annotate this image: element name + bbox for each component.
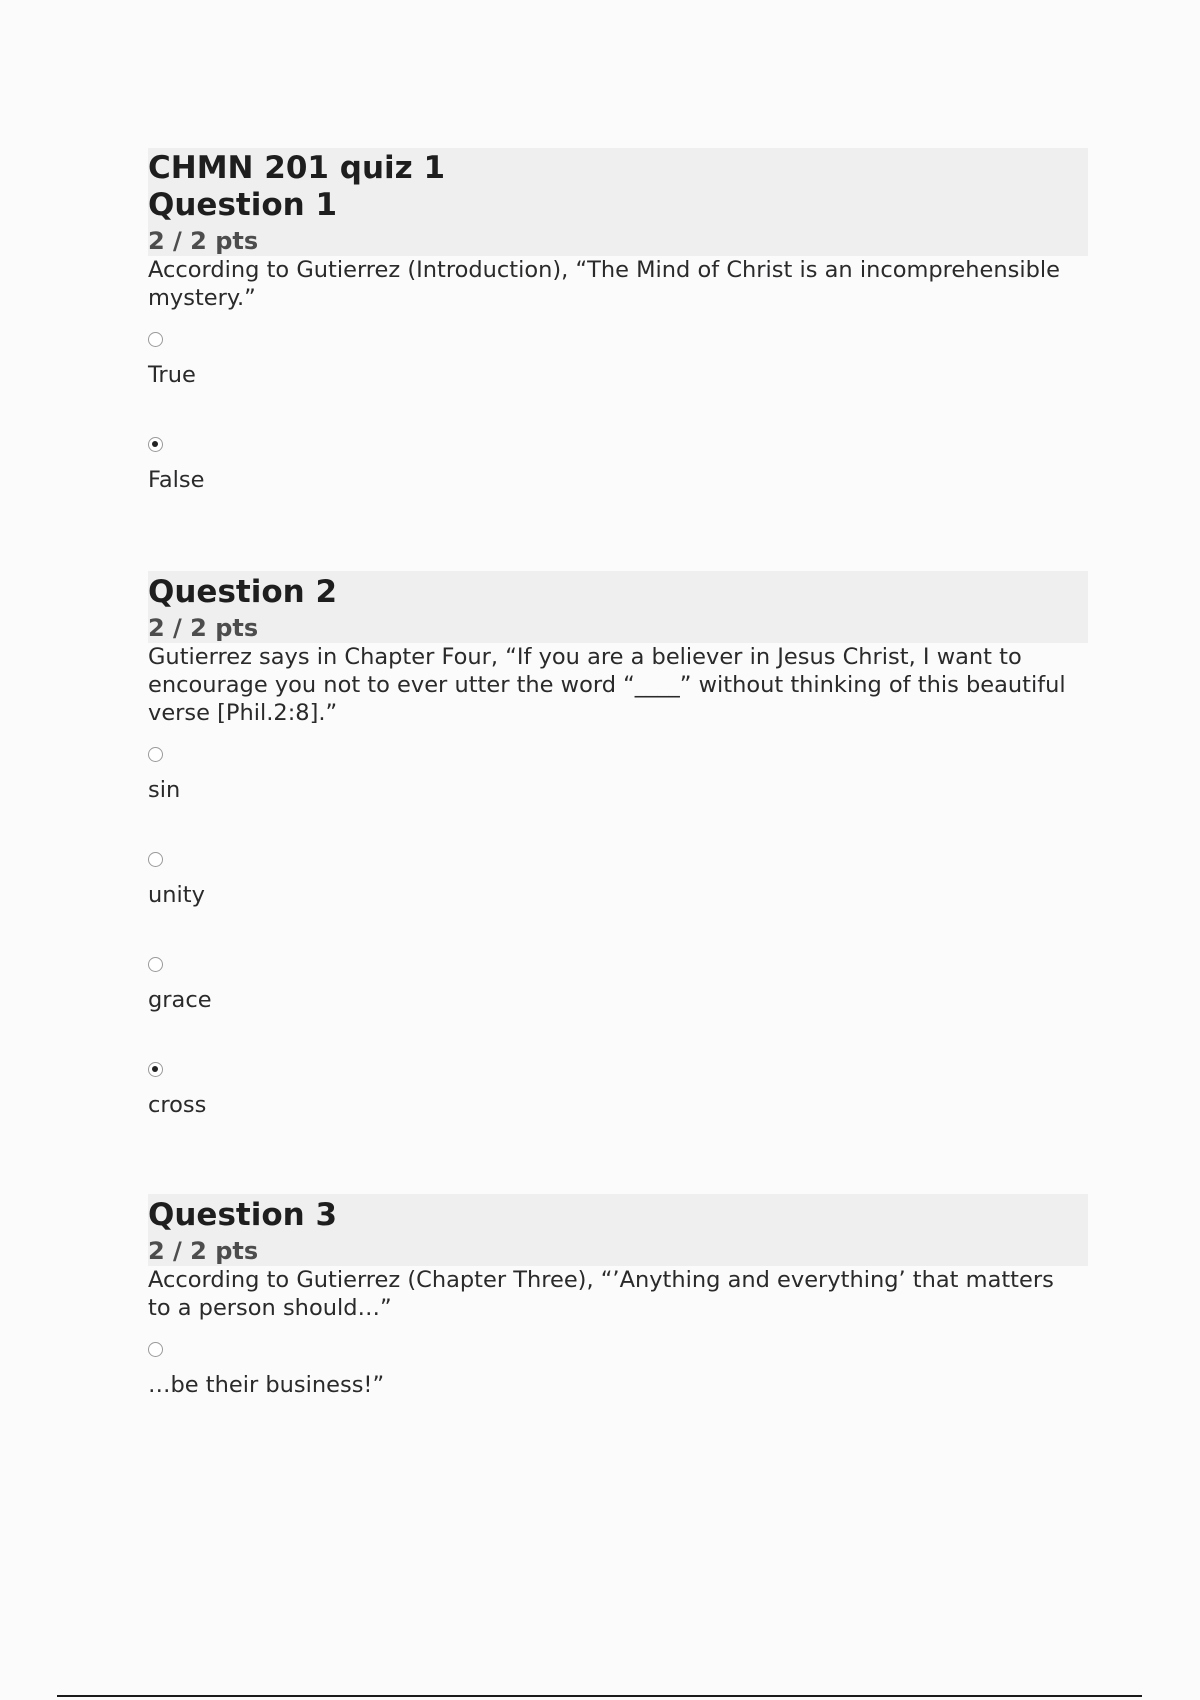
answer-option[interactable] xyxy=(148,852,1088,957)
quiz-title: CHMN 201 quiz 1 xyxy=(148,150,446,186)
question-2-points: 2 / 2 pts xyxy=(148,614,259,642)
answer-option[interactable] xyxy=(148,957,1088,1062)
question-1-text: According to Gutierrez (Introduction), “The Mind of Christ is an incomprehensible mystery.” xyxy=(148,257,1060,311)
question-2-header xyxy=(148,571,1088,643)
answer-label: grace xyxy=(148,987,212,1013)
answer-option[interactable] xyxy=(148,437,1088,542)
radio-button-unity[interactable] xyxy=(148,852,163,867)
question-3-header xyxy=(148,1194,1088,1266)
radio-button-business[interactable] xyxy=(148,1342,163,1357)
answer-option[interactable] xyxy=(148,747,1088,852)
question-3 xyxy=(148,1194,1088,1447)
question-2 xyxy=(148,571,1088,1167)
question-3-title: Question 3 xyxy=(148,1197,338,1233)
page-bottom-rule xyxy=(57,1695,1142,1697)
radio-button-true[interactable] xyxy=(148,332,163,347)
radio-button-sin[interactable] xyxy=(148,747,163,762)
answer-label: True xyxy=(148,362,196,388)
radio-button-false[interactable] xyxy=(148,437,163,452)
answer-label: …be their business!” xyxy=(148,1372,385,1398)
answer-option[interactable] xyxy=(148,1062,1088,1167)
question-3-text: According to Gutierrez (Chapter Three), “’Anything and everything’ that matters to a person should…” xyxy=(148,1267,1054,1321)
question-1 xyxy=(148,148,1088,542)
question-2-title: Question 2 xyxy=(148,574,338,610)
radio-button-grace[interactable] xyxy=(148,957,163,972)
radio-button-cross[interactable] xyxy=(148,1062,163,1077)
question-3-answers xyxy=(148,1342,1088,1447)
answer-label: False xyxy=(148,467,205,493)
question-1-points: 2 / 2 pts xyxy=(148,227,259,255)
answer-option[interactable] xyxy=(148,332,1088,437)
question-1-title: Question 1 xyxy=(148,187,338,223)
question-2-answers xyxy=(148,747,1088,1167)
question-2-text: Gutierrez says in Chapter Four, “If you are a believer in Jesus Christ, I want to encourage you not to ever utter the word “____” without thinking of this beautiful verse [Phil.2:8].” xyxy=(148,644,1066,726)
answer-option[interactable] xyxy=(148,1342,1088,1447)
question-3-points: 2 / 2 pts xyxy=(148,1237,259,1265)
question-1-answers xyxy=(148,332,1088,542)
answer-label: cross xyxy=(148,1092,207,1118)
question-1-header xyxy=(148,148,1088,256)
answer-label: sin xyxy=(148,777,181,803)
answer-label: unity xyxy=(148,882,205,908)
